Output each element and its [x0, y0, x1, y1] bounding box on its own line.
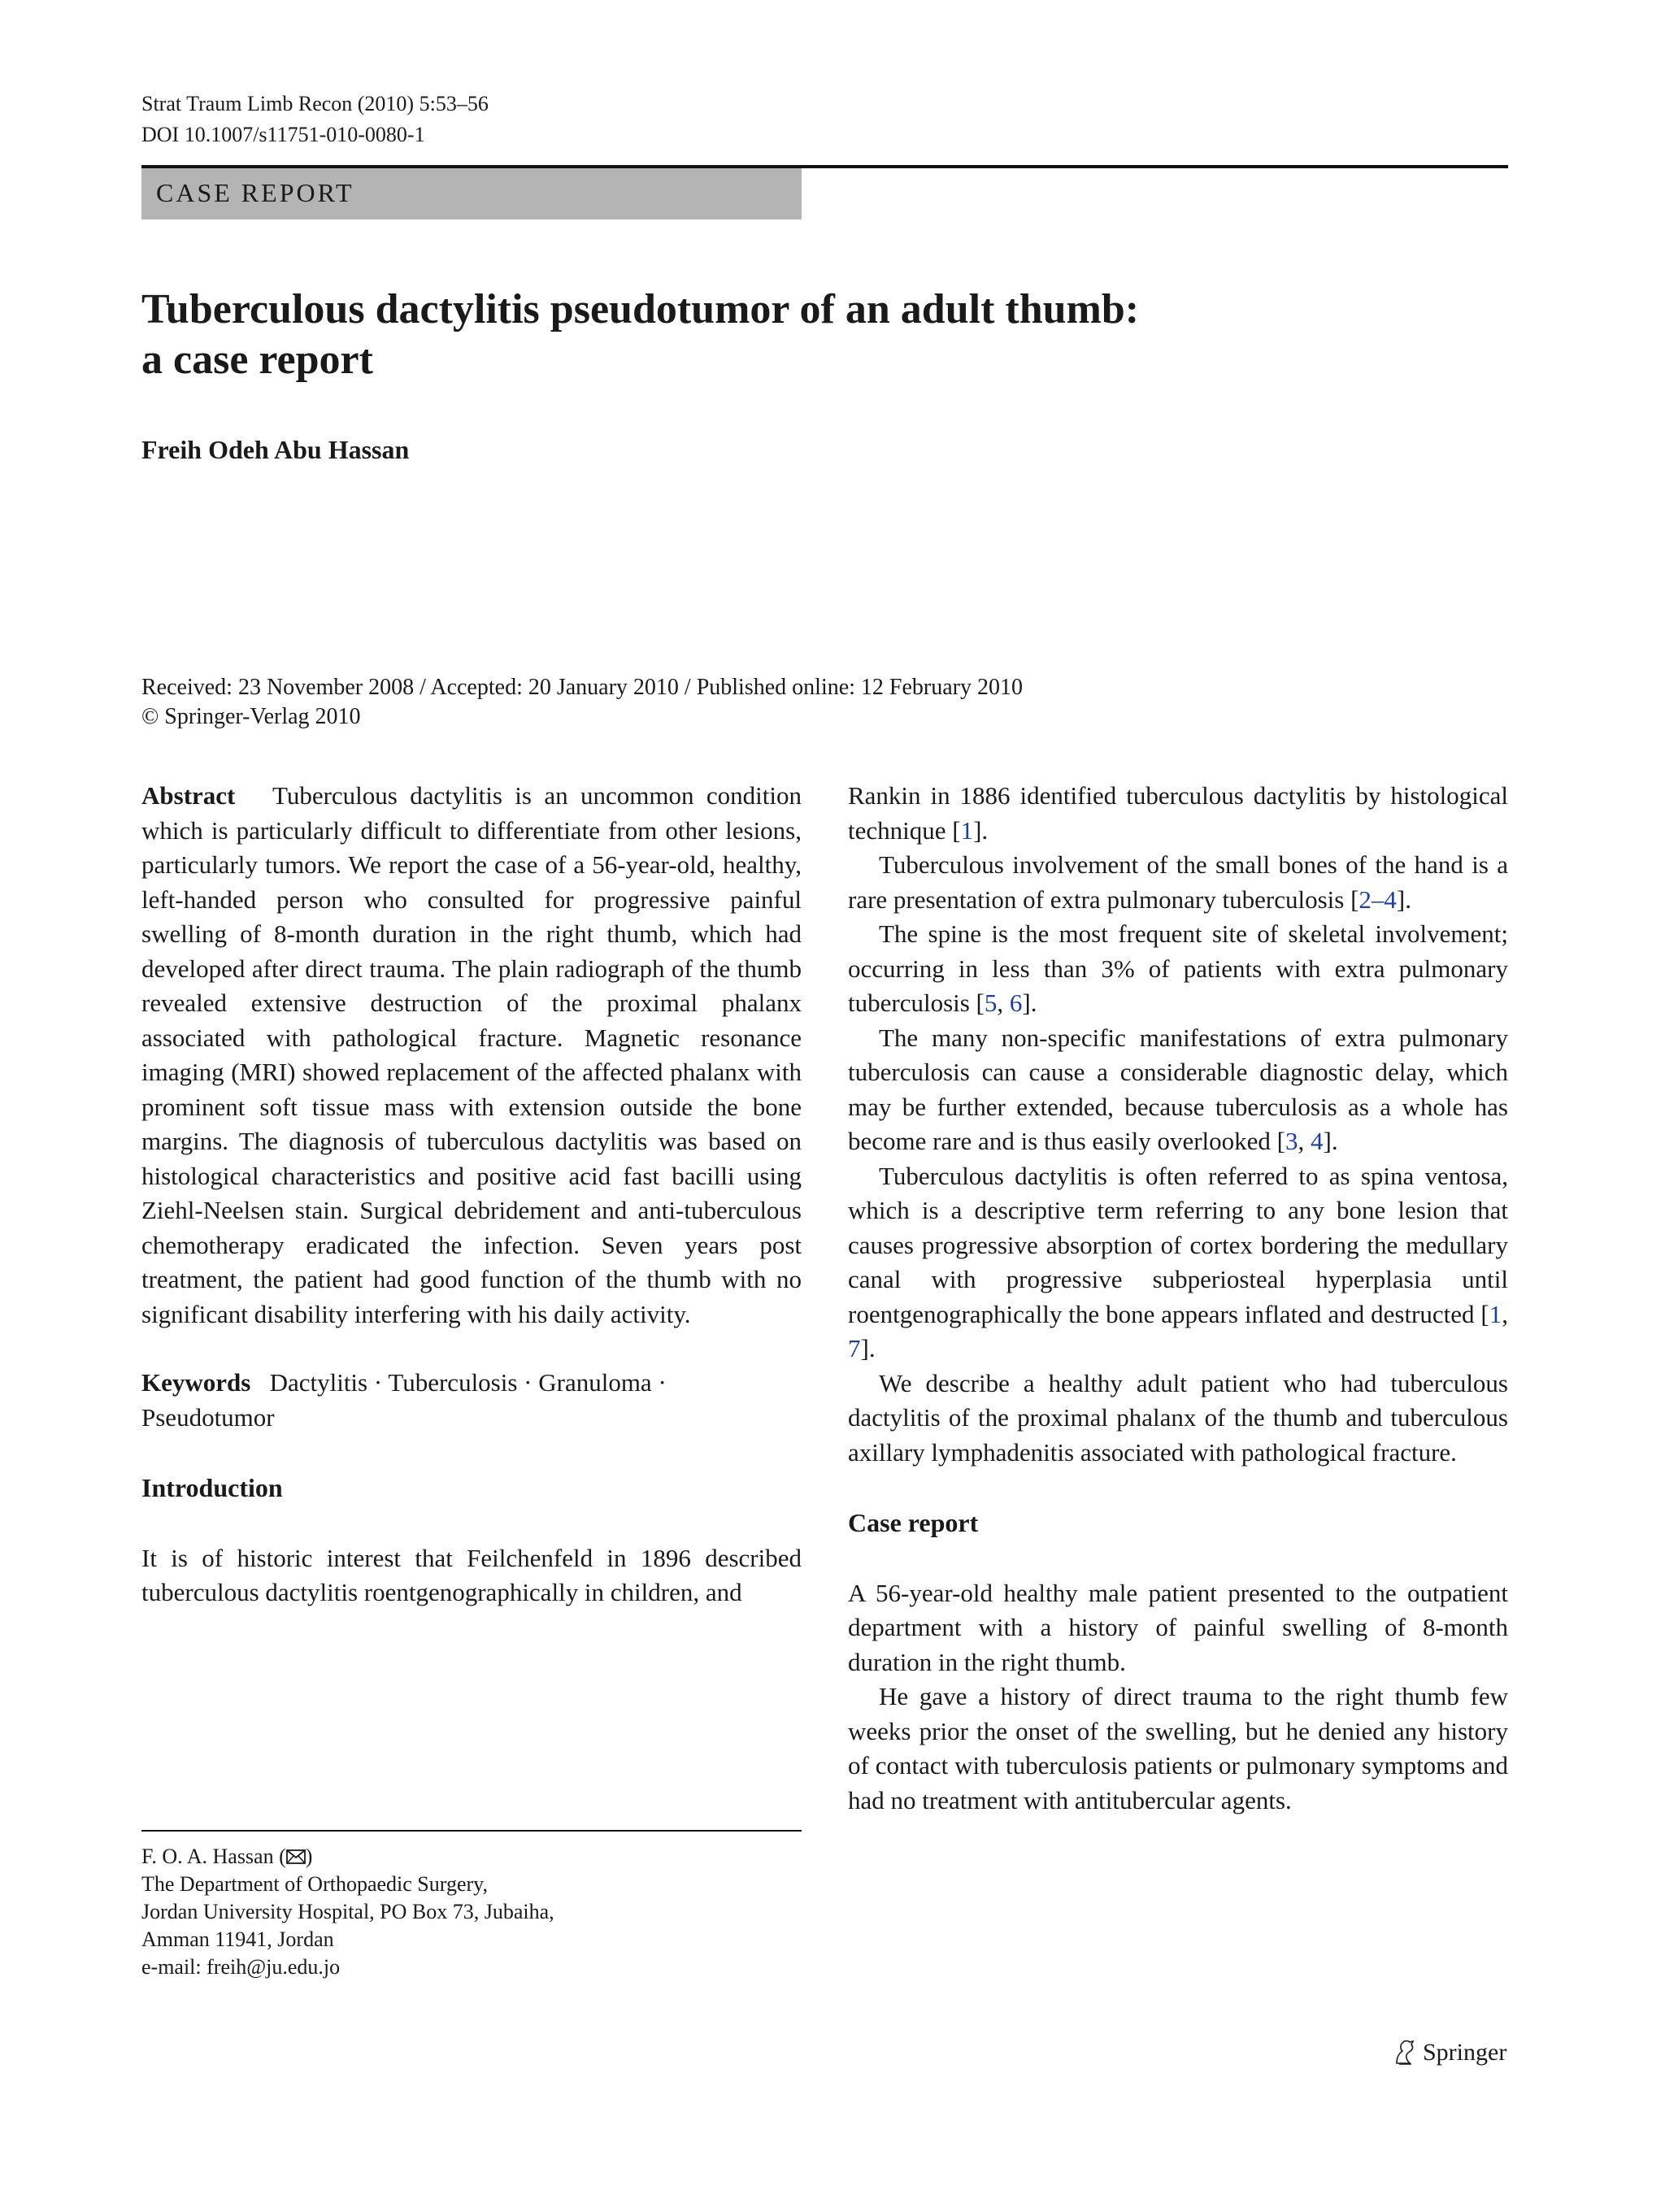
author-affiliation-footnote — [141, 1830, 802, 1981]
keywords-paragraph — [141, 1366, 802, 1435]
abstract-label: Abstract — [141, 781, 236, 810]
introduction-paragraph: It is of historic interest that Feilchenfeld in 1896 described tuberculous dactylitis roentgenographically in children, and — [141, 1543, 802, 1606]
footnote-rule — [141, 1830, 802, 1832]
journal-citation: Strat Traum Limb Recon (2010) 5:53–56 — [141, 92, 489, 115]
intro-paragraph-6: We describe a healthy adult patient who had tuberculous dactylitis of the proximal phalanx of the thumb and tuberculous axillary lymphadenitis associated with pathological fracture. — [848, 1368, 1508, 1467]
doi-link[interactable]: DOI 10.1007/s11751-010-0080-1 — [141, 123, 425, 146]
case-report-paragraph-2: He gave a history of direct trauma to the right thumb few weeks prior the onset of the swelling, but he denied any history of contact with tuberculosis patients or pulmonary symptoms and had no treatment with antitubercular agents. — [848, 1682, 1508, 1814]
article-title — [141, 285, 1508, 385]
citation-link[interactable]: 7 — [848, 1334, 861, 1362]
publisher-logo — [1392, 2039, 1506, 2066]
introduction-heading: Introduction — [141, 1473, 283, 1502]
footnote-email[interactable]: e-mail: freih@ju.edu.jo — [141, 1955, 341, 1979]
article-type-label: CASE REPORT — [156, 178, 354, 207]
title-line-1: Tuberculous dactylitis pseudotumor of an adult thumb: — [141, 286, 1140, 332]
citation-link[interactable]: 4 — [1311, 1127, 1324, 1155]
footnote-city: Amman 11941, Jordan — [141, 1927, 334, 1951]
abstract-paragraph — [141, 779, 802, 1332]
citation-link[interactable]: 1 — [960, 815, 974, 845]
intro-paragraph-4: The many non-specific manifestations of extra pulmonary tuberculosis can cause a considerable diagnostic delay, which may be further extended, because tuberculosis as a whole has become rare and is thus easily overlooked [3, 4]. — [848, 1023, 1508, 1155]
citation-link[interactable]: 5 — [984, 989, 998, 1017]
right-column — [848, 779, 1508, 1818]
intro-paragraph-3: The spine is the most frequent site of skeletal involvement; occurring in less than 3% of patients with extra pulmonary tuberculosis [5, 6]. — [848, 919, 1508, 1017]
keywords-label: Keywords — [141, 1368, 251, 1397]
author-name: Freih Odeh Abu Hassan — [141, 435, 410, 464]
footnote-author: F. O. A. Hassan ( ) — [141, 1845, 313, 1868]
springer-horse-icon — [1392, 2039, 1416, 2066]
left-column — [141, 779, 802, 1610]
case-report-heading: Case report — [848, 1508, 979, 1537]
citation-link[interactable]: 3 — [1285, 1127, 1298, 1155]
footnote-department: The Department of Orthopaedic Surgery, — [141, 1872, 488, 1896]
abstract-text: Tuberculous dactylitis is an uncommon condition which is particularly difficult to differentiate from other lesions, particularly tumors. We report the case of a 56-year-old, healthy, left-handed person who consulted for progressive painful swelling of 8-month duration in the right thumb, which had developed after direct trauma. The plain radiograph of the thumb revealed extensive destruction of the proximal phalanx associated with pathological fracture. Magnetic resonance imaging (MRI) showed replacement of the affected phalanx with prominent soft tissue mass with extension outside the bone margins. The diagnosis of tuberculous dactylitis was based on histological characteristics and positive acid fast bacilli using Ziehl-Neelsen stain. Surgical debridement and anti-tuberculous chemotherapy eradicated the infection. Seven years post treatment, the patient had good function of the thumb with no significant disability interfering with his daily activity. — [141, 781, 802, 1328]
publisher-name: Springer — [1423, 2039, 1507, 2066]
title-line-2: a case report — [141, 337, 373, 383]
intro-paragraph-5: Tuberculous dactylitis is often referred to as spina ventosa, which is a descriptive term referring to any bone lesion that causes progressive absorption of cortex bordering the medullary canal with progressive subperiosteal hyperplasia until roentgenographically the bone appears inflated and destructed [1, 7]. — [848, 1161, 1508, 1362]
footnote-hospital: Jordan University Hospital, PO Box 73, Jubaiha, — [141, 1900, 554, 1923]
intro-paragraph-2: Tuberculous involvement of the small bones of the hand is a rare presentation of extra pulmonary tuberculosis [2–4]. — [848, 850, 1508, 914]
copyright-line: © Springer-Verlag 2010 — [141, 704, 361, 729]
intro-continued-paragraph: Rankin in 1886 identified tuberculous dactylitis by histological technique [1]. — [848, 781, 1508, 845]
article-type-banner — [141, 168, 802, 219]
citation-link[interactable]: 6 — [1009, 989, 1023, 1017]
keywords-text: Dactylitis · Tuberculosis · Granuloma · Pseudotumor — [141, 1368, 667, 1432]
citation-link[interactable]: 2–4 — [1359, 884, 1397, 914]
envelope-icon — [286, 1849, 306, 1865]
citation-link[interactable]: 1 — [1489, 1299, 1502, 1328]
publication-dates: Received: 23 November 2008 / Accepted: 20 January 2010 / Published online: 12 February 2010 — [141, 675, 1024, 700]
case-report-paragraph-1: A 56-year-old healthy male patient presented to the outpatient department with a history of painful swelling of 8-month duration in the right thumb. — [848, 1578, 1508, 1676]
